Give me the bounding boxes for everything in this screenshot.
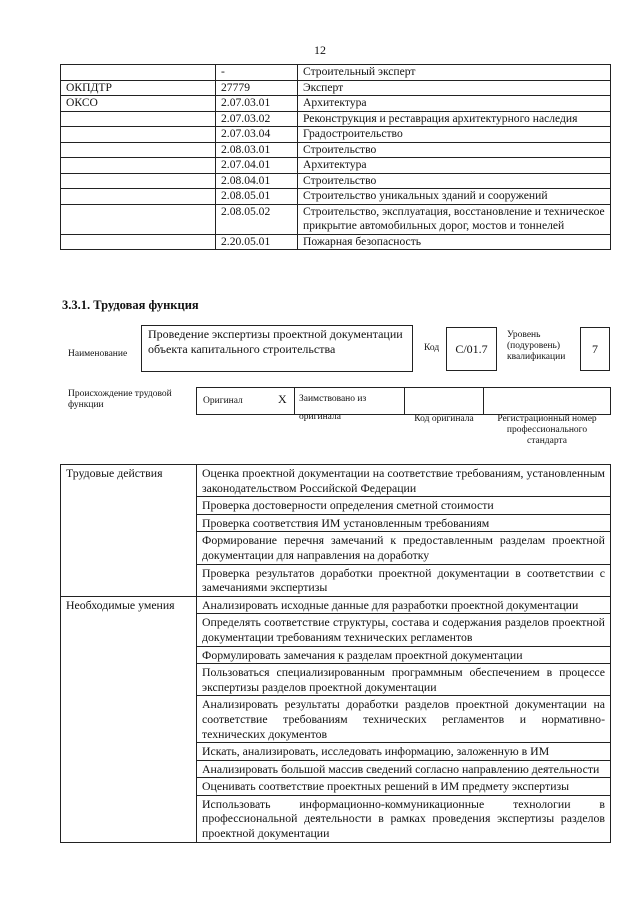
required-skills-item: Использовать информационно-коммуникационные технологии в профессиональной деятельности в рамках проведения экспертизы разделов проектной документации [197,795,611,842]
required-skills-item: Оценивать соответствие проектных решений в ИМ предмету экспертизы [197,778,611,796]
codes-table-row [61,173,611,189]
name-label: Наименование [68,349,128,359]
codes-table-row [61,204,611,234]
codes-table-row [61,111,611,127]
codes-cell-code: 2.07.03.04 [216,127,298,143]
labor-actions-item: Формирование перечня замечаний к предоставленным разделам проектной документации для направления на доработку [197,532,611,564]
codes-cell-name [61,158,216,174]
code-original-box [404,387,484,415]
codes-cell-title: Строительство [298,173,611,189]
codes-cell-code: 2.07.03.01 [216,96,298,112]
requirements-table [60,464,611,843]
code-label: Код [424,343,440,353]
origin-label: Происхождение трудовой функции [68,389,172,410]
labor-actions-item: Проверка достоверности определения сметной стоимости [197,497,611,515]
function-code-box [446,327,497,371]
codes-cell-code: 2.08.04.01 [216,173,298,189]
function-name-value: Проведение экспертизы проектной документации объекта капитального строительства [148,327,403,356]
codes-table-row [61,96,611,112]
required-skills-item: Анализировать большой массив сведений согласно направлению деятельности [197,760,611,778]
codes-cell-name: ОКСО [61,96,216,112]
required-skills-item: Определять соответствие структуры, состава и содержания разделов проектной документации требованиям технических регламентов [197,614,611,646]
codes-cell-code: 2.20.05.01 [216,234,298,250]
codes-cell-title: Реконструкция и реставрация архитектурного наследия [298,111,611,127]
reg-number-label: Регистрационный номер профессионального стандарта [497,414,597,446]
function-code-value: С/01.7 [455,341,488,356]
required-skills-item: Анализировать исходные данные для разработки проектной документации [197,596,611,614]
codes-cell-name [61,204,216,234]
codes-table-row [61,158,611,174]
codes-cell-name [61,142,216,158]
section-heading: 3.3.1. Трудовая функция [62,298,199,312]
codes-cell-code: 2.08.03.01 [216,142,298,158]
original-label: Оригинал [203,396,243,406]
codes-table-row [61,189,611,205]
requirements-table-body [61,465,611,843]
codes-cell-title: Архитектура [298,158,611,174]
codes-cell-name: ОКПДТР [61,80,216,96]
codes-cell-code: 2.08.05.02 [216,204,298,234]
codes-cell-title: Архитектура [298,96,611,112]
function-name-box [141,325,413,372]
labor-actions-item: Проверка соответствия ИМ установленным требованиям [197,514,611,532]
codes-cell-title: Градостроительство [298,127,611,143]
codes-table-row [61,80,611,96]
original-box [196,387,295,415]
required-skills-item: Анализировать результаты доработки разделов проектной документации на соответствие требованиям технических регламентов и нормативно-технических документов [197,696,611,743]
labor-actions-item: Проверка результатов доработки проектной документации в соответствии с замечаниями экспертизы [197,564,611,596]
codes-cell-title: Строительство [298,142,611,158]
borrowed-box [294,387,405,422]
codes-table-row [61,142,611,158]
required-skills-item: Пользоваться специализированным программным обеспечением в процессе экспертизы разделов проектной документации [197,664,611,696]
codes-table-row [61,65,611,81]
requirements-row [61,465,611,497]
required-skills-label: Необходимые умения [61,596,197,842]
codes-cell-name [61,111,216,127]
codes-cell-code: - [216,65,298,81]
codes-cell-name [61,127,216,143]
codes-cell-name [61,234,216,250]
required-skills-item: Формулировать замечания к разделам проектной документации [197,646,611,664]
codes-cell-title: Строительный эксперт [298,65,611,81]
codes-table-body [61,65,611,250]
labor-actions-label: Трудовые действия [61,465,197,597]
codes-cell-code: 2.07.04.01 [216,158,298,174]
codes-cell-title: Эксперт [298,80,611,96]
codes-cell-title: Пожарная безопасность [298,234,611,250]
labor-actions-item: Оценка проектной документации на соответствие требованиям, установленным законодательством Российской Федерации [197,465,611,497]
requirements-row [61,596,611,614]
code-original-label: Код оригинала [414,414,474,424]
page-number: 12 [314,43,326,57]
codes-cell-name [61,65,216,81]
codes-cell-name [61,173,216,189]
codes-table-row [61,127,611,143]
codes-cell-code: 2.07.03.02 [216,111,298,127]
codes-cell-title: Строительство уникальных зданий и сооружений [298,189,611,205]
codes-cell-name [61,189,216,205]
level-label: Уровень (подуровень) квалификации [507,330,566,362]
level-value-box [580,327,610,371]
codes-table [60,64,611,250]
required-skills-item: Искать, анализировать, исследовать информацию, заложенную в ИМ [197,743,611,761]
borrowed-label: Заимствовано из оригинала [299,394,367,422]
codes-table-row [61,234,611,250]
original-mark: X [278,392,287,406]
reg-number-box [483,387,611,415]
codes-cell-code: 2.08.05.01 [216,189,298,205]
codes-cell-code: 27779 [216,80,298,96]
level-value: 7 [592,341,598,356]
codes-cell-title: Строительство, эксплуатация, восстановление и техническое прикрытие автомобильных дорог, мостов и тоннелей [298,204,611,234]
